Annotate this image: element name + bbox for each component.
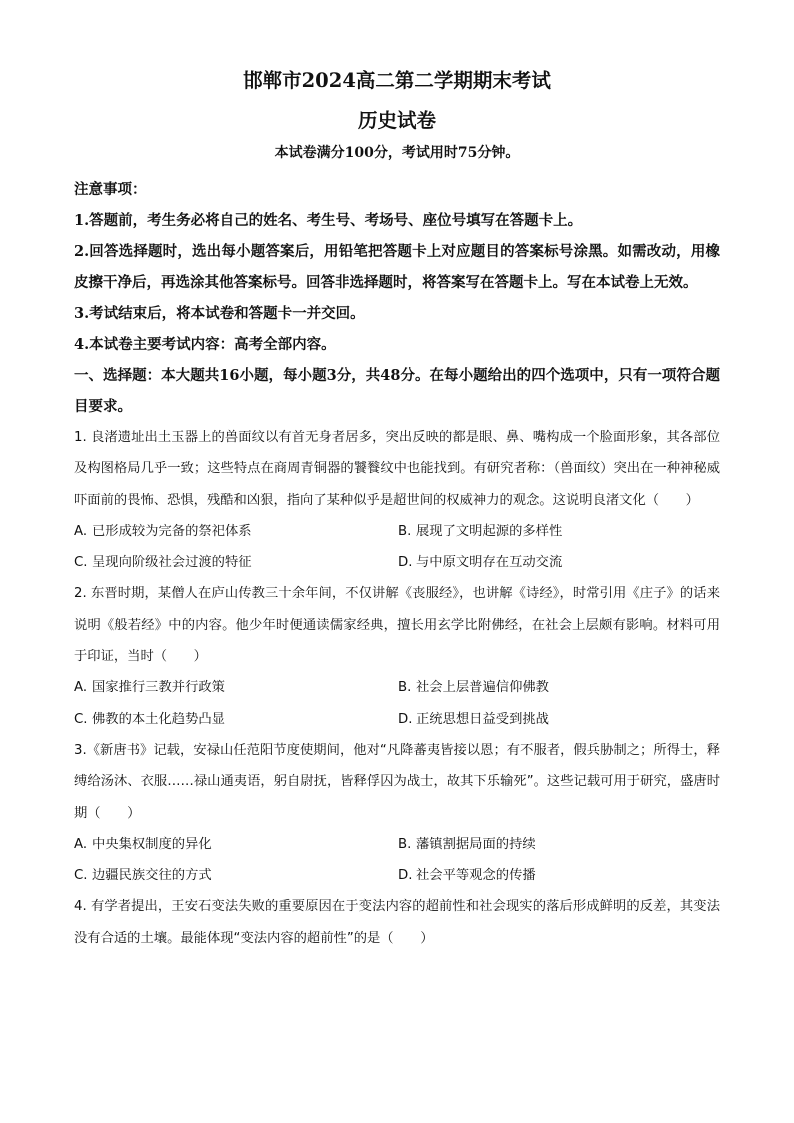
question-1: [74, 422, 720, 578]
option-letter: B.: [398, 836, 412, 852]
option-text: 展现了文明起源的多样性: [416, 523, 563, 539]
question-stem: 2. 东晋时期，某僧人在庐山传教三十余年间，不仅讲解《丧服经》，也讲解《诗经》，时常引用《庄子》的话来说明《般若经》中的内容。他少年时便通读儒家经典，擅长用玄学比附佛经，在社会上层颇有影响。材料可用于印证，当时（ ）: [74, 586, 720, 665]
option-letter: B.: [398, 523, 412, 539]
option-c[interactable]: [74, 704, 398, 735]
option-text: 佛教的本土化趋势凸显: [92, 711, 225, 727]
option-text: 边疆民族交往的方式: [92, 868, 212, 884]
section-heading: 一、选择题：本大题共16小题，每小题3分，共48分。在每小题给出的四个选项中，只有一项符合题目要求。: [74, 367, 720, 415]
option-c[interactable]: [74, 547, 398, 578]
option-b[interactable]: [398, 829, 722, 860]
option-text: 与中原文明存在互动交流: [416, 555, 563, 571]
question-stem: 4. 有学者提出，王安石变法失败的重要原因在于变法内容的超前性和社会现实的落后形成鲜明的反差，其变法没有合适的土壤。最能体现“变法内容的超前性”的是（ ）: [74, 899, 720, 946]
option-a[interactable]: [74, 829, 398, 860]
option-letter: D.: [398, 868, 413, 884]
option-letter: B.: [398, 680, 412, 696]
option-letter: A.: [74, 836, 88, 852]
option-text: 呈现向阶级社会过渡的特征: [92, 555, 252, 571]
option-list: [74, 516, 720, 579]
option-d[interactable]: [398, 547, 722, 578]
option-letter: C.: [74, 868, 88, 884]
exam-info: 本试卷满分100分，考试用时75分钟。: [274, 145, 520, 161]
option-text: 中央集权制度的异化: [92, 836, 212, 852]
notes-heading: 注意事项：: [74, 181, 147, 198]
option-letter: A.: [74, 680, 88, 696]
question-4: [74, 891, 720, 954]
option-letter: A.: [74, 523, 88, 539]
option-b[interactable]: [398, 516, 722, 547]
exam-subject: 历史试卷: [357, 109, 436, 132]
option-a[interactable]: [74, 516, 398, 547]
option-list: [74, 829, 720, 892]
option-text: 已形成较为完备的祭祀体系: [92, 523, 252, 539]
option-text: 国家推行三教并行政策: [92, 680, 225, 696]
note-item: 4.本试卷主要考试内容：高考全部内容。: [74, 336, 336, 353]
option-d[interactable]: [398, 704, 722, 735]
option-d[interactable]: [398, 860, 722, 891]
option-letter: D.: [398, 711, 413, 727]
option-letter: C.: [74, 555, 88, 571]
option-letter: C.: [74, 711, 88, 727]
option-a[interactable]: [74, 672, 398, 703]
note-item: 2.回答选择题时，选出每小题答案后，用铅笔把答题卡上对应题目的答案标号涂黑。如需改动，用橡皮擦干净后，再选涂其他答案标号。回答非选择题时，将答案写在答题卡上。写在本试卷上无效。: [74, 243, 720, 291]
question-3: [74, 735, 720, 891]
note-item: 3.考试结束后，将本试卷和答题卡一并交回。: [74, 305, 365, 322]
option-c[interactable]: [74, 860, 398, 891]
option-letter: D.: [398, 555, 413, 571]
notes-block: [74, 174, 720, 360]
option-text: 社会上层普遍信仰佛教: [416, 680, 549, 696]
option-b[interactable]: [398, 672, 722, 703]
exam-title: 邯郸市2024高二第二学期期末考试: [243, 69, 551, 92]
option-text: 正统思想日益受到挑战: [416, 711, 549, 727]
note-item: 1.答题前，考生务必将自己的姓名、考生号、考场号、座位号填写在答题卡上。: [74, 212, 583, 229]
question-2: [74, 578, 720, 734]
question-stem: 3.《新唐书》记载，安禄山任范阳节度使期间，他对“凡降蕃夷皆接以恩；有不服者，假兵胁制之；所得士，释缚给汤沐、衣服……禄山通夷语，躬自尉抚，皆释俘囚为战士，故其下乐输死”。这些记载可用于研究，盛唐时期（ ）: [74, 742, 720, 821]
option-text: 藩镇割据局面的持续: [416, 836, 536, 852]
question-stem: 1. 良渚遗址出土玉器上的兽面纹以有首无身者居多，突出反映的都是眼、鼻、嘴构成一个脸面形象，其各部位及构图格局几乎一致；这些特点在商周青铜器的饕餮纹中也能找到。有研究者称：（兽面纹）突出在一种神秘威吓面前的畏怖、恐惧，残酷和凶狠，指向了某种似乎是超世间的权威神力的观念。这说明良渚文化（ ）: [74, 430, 720, 508]
option-list: [74, 672, 720, 735]
option-text: 社会平等观念的传播: [416, 868, 536, 884]
